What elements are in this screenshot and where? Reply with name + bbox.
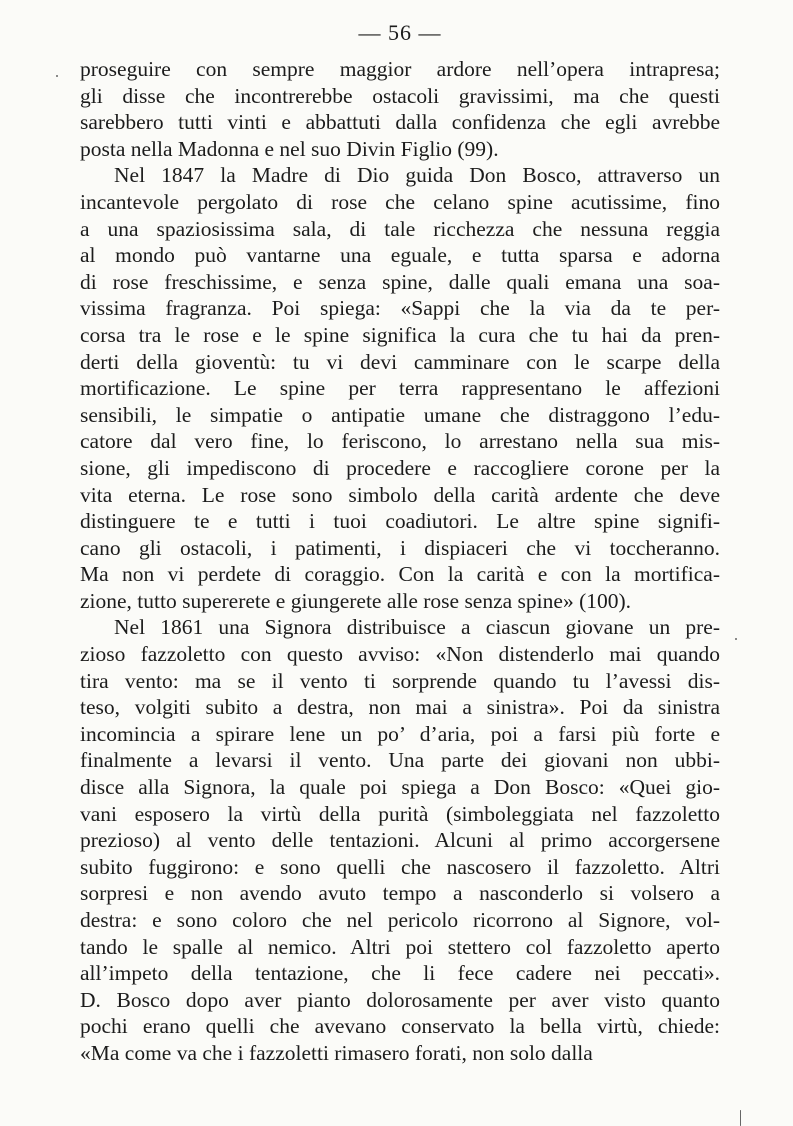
text-line: sione, gli impediscono di procedere e raccogliere corone per la [80, 455, 720, 480]
text-line: «Ma come va che i fazzoletti rimasero forati, non solo dalla [80, 1040, 593, 1065]
paragraph [80, 162, 720, 614]
print-speck [56, 75, 58, 77]
text-line: di rose freschissime, e senza spine, dalle quali emana una soa- [80, 269, 720, 294]
text-line: disce alla Signora, la quale poi spiega a Don Bosco: «Quei gio- [80, 775, 720, 800]
text-line: teso, volgiti subito a destra, non mai a sinistra». Poi da sinistra [80, 695, 720, 720]
text-line: Nel 1861 una Signora distribuisce a ciascun giovane un pre- [114, 615, 720, 640]
text-line: incantevole pergolato di rose che celano spine acutissime, fino [80, 189, 720, 214]
paragraph [80, 56, 720, 162]
text-line: subito fuggirono: e sono quelli che nascosero il fazzoletto. Altri [80, 854, 720, 879]
text-line: mortificazione. Le spine per terra rappresentano le affezioni [80, 376, 720, 401]
text-line: posta nella Madonna e nel suo Divin Figlio (99). [80, 136, 499, 161]
text-line: prezioso) al vento delle tentazioni. Alcuni al primo accorgersene [80, 828, 720, 853]
text-line: vita eterna. Le rose sono simbolo della carità ardente che deve [80, 482, 720, 507]
text-line: Nel 1847 la Madre di Dio guida Don Bosco, attraverso un [114, 163, 720, 188]
page-number: — 56 — [358, 20, 442, 45]
text-line: al mondo può vantarne una eguale, e tutta sparsa e adorna [80, 243, 720, 268]
text-line: vani esposero la virtù della purità (simboleggiata nel fazzoletto [80, 801, 720, 826]
text-line: proseguire con sempre maggior ardore nell’opera intrapresa; [80, 57, 720, 81]
text-line: gli disse che incontrerebbe ostacoli gravissimi, ma che questi [80, 83, 720, 108]
text-line: sarebbero tutti vinti e abbattuti dalla confidenza che egli avrebbe [80, 110, 720, 135]
text-line: pochi erano quelli che avevano conservato la bella virtù, chiede: [80, 1014, 720, 1039]
book-page [80, 18, 720, 1067]
text-line: Ma non vi perdete di coraggio. Con la carità e con la mortifica- [80, 562, 720, 587]
text-line: incomincia a spirare lene un po’ d’aria, poi a farsi più forte e [80, 721, 720, 746]
text-line: all’impeto della tentazione, che li fece cadere nei peccati». [80, 961, 720, 986]
text-line: zioso fazzoletto con questo avviso: «Non distenderlo mai quando [80, 642, 720, 667]
paragraph [80, 614, 720, 1066]
text-line: vissima fragranza. Poi spiega: «Sappi che la via da te per- [80, 296, 720, 321]
text-line: a una spaziosissima sala, di tale ricchezza che nessuna reggia [80, 216, 720, 241]
text-line: distinguere te e tutti i tuoi coadiutori. Le altre spine signifi- [80, 509, 720, 534]
text-line: finalmente a levarsi il vento. Una parte dei giovani non ubbi- [80, 748, 720, 773]
body-text [80, 56, 720, 1067]
text-line: zione, tutto supererete e giungerete alle rose senza spine» (100). [80, 588, 632, 613]
text-line: cano gli ostacoli, i patimenti, i dispiaceri che vi toccheranno. [80, 535, 720, 560]
text-line: catore dal vero fine, lo feriscono, lo arrestano nella sua mis- [80, 429, 720, 454]
text-line: derti della gioventù: tu vi devi camminare con le scarpe della [80, 349, 720, 374]
text-line: destra: e sono coloro che nel pericolo ricorrono al Signore, vol- [80, 908, 720, 932]
text-line: tira vento: ma se il vento ti sorprende quando tu l’avessi dis- [80, 668, 720, 693]
text-line: corsa tra le rose e le spine significa la cura che tu hai da pren- [80, 322, 720, 347]
text-line: sensibili, le simpatie o antipatie umane che distraggono l’edu- [80, 402, 720, 427]
text-line: D. Bosco dopo aver pianto dolorosamente per aver visto quanto [80, 987, 720, 1012]
print-speck [735, 638, 737, 640]
text-line: tando le spalle al nemico. Altri poi stettero col fazzoletto aperto [80, 934, 720, 959]
text-line: sorpresi e non avendo avuto tempo a nasconderlo si volsero a [80, 881, 720, 906]
print-mark [740, 1110, 741, 1126]
